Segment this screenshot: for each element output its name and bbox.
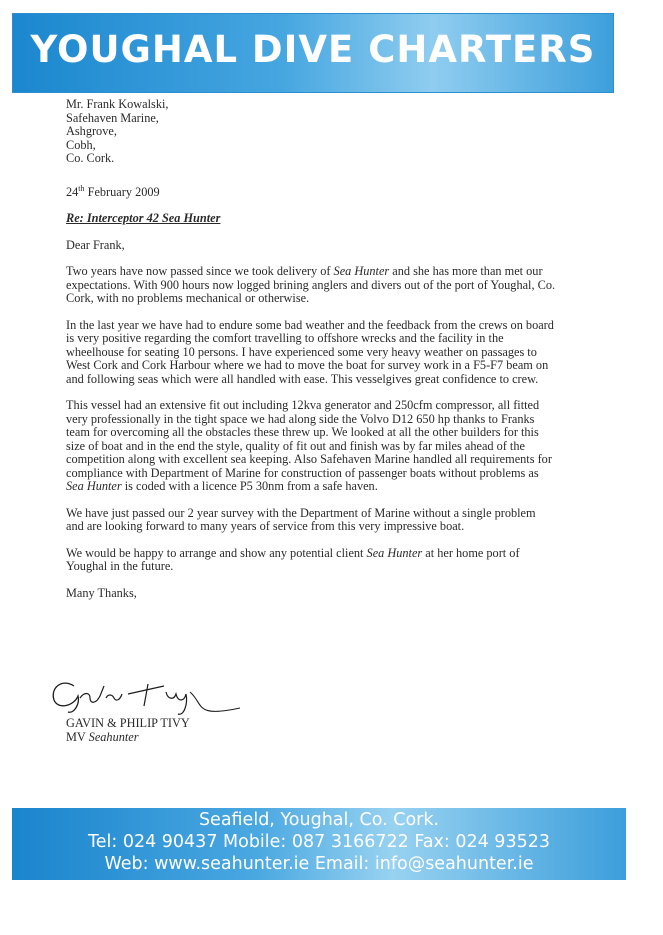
- recipient-address: [66, 98, 556, 166]
- footer-banner: [12, 808, 626, 880]
- vessel-prefix: MV: [66, 730, 89, 744]
- closing: Many Thanks,: [66, 585, 137, 600]
- paragraph-text: is coded with a licence P5 30nm from a safe haven.: [121, 479, 378, 494]
- date-rest: February 2009: [84, 184, 160, 199]
- paragraph-1: [66, 265, 556, 306]
- footer-address: Seafield, Youghal, Co. Cork.: [198, 810, 440, 830]
- address-line: Safehaven Marine,: [66, 110, 159, 125]
- date-day: 24: [66, 184, 79, 199]
- boat-name: Sea Hunter: [333, 264, 390, 279]
- subject-line: Re: Interceptor 42 Sea Hunter: [66, 211, 221, 226]
- footer-phones: Tel: 024 90437 Mobile: 087 3166722 Fax: 024 93523: [88, 832, 550, 852]
- boat-name: Sea Hunter: [366, 545, 423, 560]
- letter-body: [66, 98, 556, 600]
- signer-vessel-line: [66, 730, 190, 744]
- boat-name: Sea Hunter: [66, 479, 122, 494]
- header-banner: [12, 13, 614, 93]
- date-suffix: th: [78, 183, 85, 193]
- paragraph-5: [66, 547, 556, 574]
- footer-web-email: Web: www.seahunter.ie Email: info@seahunter.ie: [104, 854, 534, 874]
- address-line: Co. Cork.: [66, 151, 115, 165]
- paragraph-text: at her home port of Youghal in the future.: [66, 545, 520, 574]
- paragraph-text: and she has more than met our expectations. With 900 hours now logged brining anglers and divers out of the port of Youghal, Co. Cork, with no problems mechanical or otherwise.: [66, 264, 556, 306]
- letter-date: [66, 182, 556, 200]
- address-line: Ashgrove,: [66, 124, 117, 138]
- paragraph-text: This vessel had an extensive fit out including 12kva generator and 250cfm compressor, all fitted very professionally in the tight space we had along side the Volvo D12 650 hp thanks to Franks team for overcoming all the obstacles these threw up. We looked at all the other builders for this size of boat and in the end the style, quality of fit out and finish was by far miles ahead of the competition along with excellent sea keeping. Also Safehaven Marine handled all requirements for compliance with Department of Marine for construction of passenger boats without problems as: [66, 398, 552, 480]
- letterhead-title: YOUGHAL DIVE CHARTERS: [30, 28, 596, 71]
- paragraph-2: In the last year we have had to endure some bad weather and the feedback from the crews on board is very positive regarding the comfort travelling to offshore wrecks and the facility in the wheelhouse for seating 10 persons. I have experienced some very heavy weather on passages to West Cork and Cork Harbour where we had to move the boat for survey work in a F5-F7 beam on and following seas which were all handled with ease. This vesselgives great confidence to crew.: [66, 317, 554, 386]
- salutation: Dear Frank,: [66, 237, 125, 252]
- signer-block: [66, 716, 190, 744]
- address-line: Mr. Frank Kowalski,: [66, 97, 169, 111]
- vessel-name: Seahunter: [88, 730, 139, 744]
- paragraph-3: [66, 399, 556, 494]
- signer-names: GAVIN & PHILIP TIVY: [66, 716, 190, 730]
- address-line: Cobh,: [66, 137, 96, 152]
- paragraph-text: Two years have now passed since we took delivery of: [66, 264, 334, 279]
- paragraph-text: We would be happy to arrange and show any potential client: [66, 545, 367, 560]
- paragraph-4: We have just passed our 2 year survey with the Department of Marine without a single problem and are looking forward to many years of service from this very impressive boat.: [66, 505, 536, 534]
